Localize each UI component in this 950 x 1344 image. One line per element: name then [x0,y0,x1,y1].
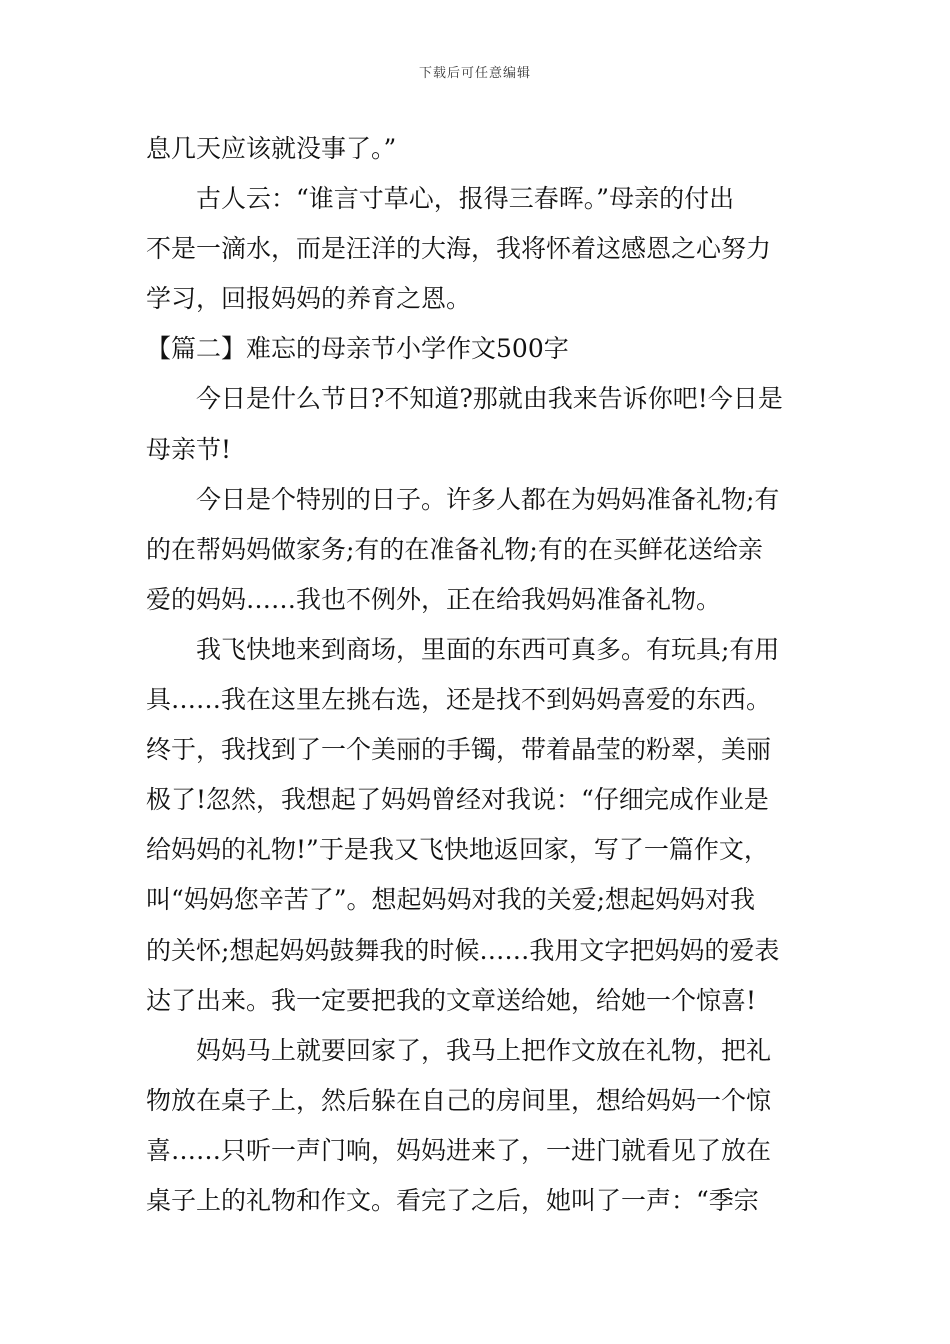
text-line: 物放在桌子上，然后躲在自己的房间里，想给妈妈一个惊 [146,1085,772,1115]
text-line: 不是一滴水，而是汪洋的大海，我将怀着这感恩之心努力 [146,234,772,264]
paragraph-start: 我飞快地来到商场，里面的东西可真多。有玩具;有用 [196,634,780,664]
text-line: 给妈妈的礼物!”于是我又飞快地返回家，写了一篇作文， [146,835,769,865]
text-line: 叫“妈妈您辛苦了”。想起妈妈对我的关爱;想起妈妈对我 [146,885,755,915]
text-line: 爱的妈妈……我也不例外，正在给我妈妈准备礼物。 [146,584,722,614]
text-line: 极了!忽然，我想起了妈妈曾经对我说：“仔细完成作业是 [146,785,769,815]
paragraph-start: 古人云：“谁言寸草心，报得三春晖。”母亲的付出 [196,184,735,214]
paragraph-start: 今日是什么节日?不知道?那就由我来告诉你吧!今日是 [196,384,783,414]
page-header: 下载后可任意编辑 [418,66,531,81]
text-line: 桌子上的礼物和作文。看完了之后，她叫了一声：“季宗 [146,1185,759,1215]
text-line: 终于，我找到了一个美丽的手镯，带着晶莹的粉翠，美丽 [146,735,772,765]
text-line: 息几天应该就没事了。” [146,134,397,163]
text-line: 母亲节! [146,434,232,464]
text-line: 的关怀;想起妈妈鼓舞我的时候……我用文字把妈妈的爱表 [146,935,780,965]
paragraph-start: 今日是个特别的日子。许多人都在为妈妈准备礼物;有 [196,484,780,514]
paragraph-start: 妈妈马上就要回家了，我马上把作文放在礼物，把礼 [196,1035,772,1065]
text-line: 喜……只听一声门响，妈妈进来了，一进门就看见了放在 [146,1135,772,1165]
text-line: 的在帮妈妈做家务;有的在准备礼物;有的在买鲜花送给亲 [146,534,763,564]
text-line: 具……我在这里左挑右选，还是找不到妈妈喜爱的东西。 [146,685,772,715]
text-line: 学习，回报妈妈的养育之恩。 [146,284,472,314]
text-line: 达了出来。我一定要把我的文章送给她，给她一个惊喜! [146,985,757,1015]
document-body [146,124,806,1226]
section-heading: 【篇二】难忘的母亲节小学作文500字 [146,334,569,364]
